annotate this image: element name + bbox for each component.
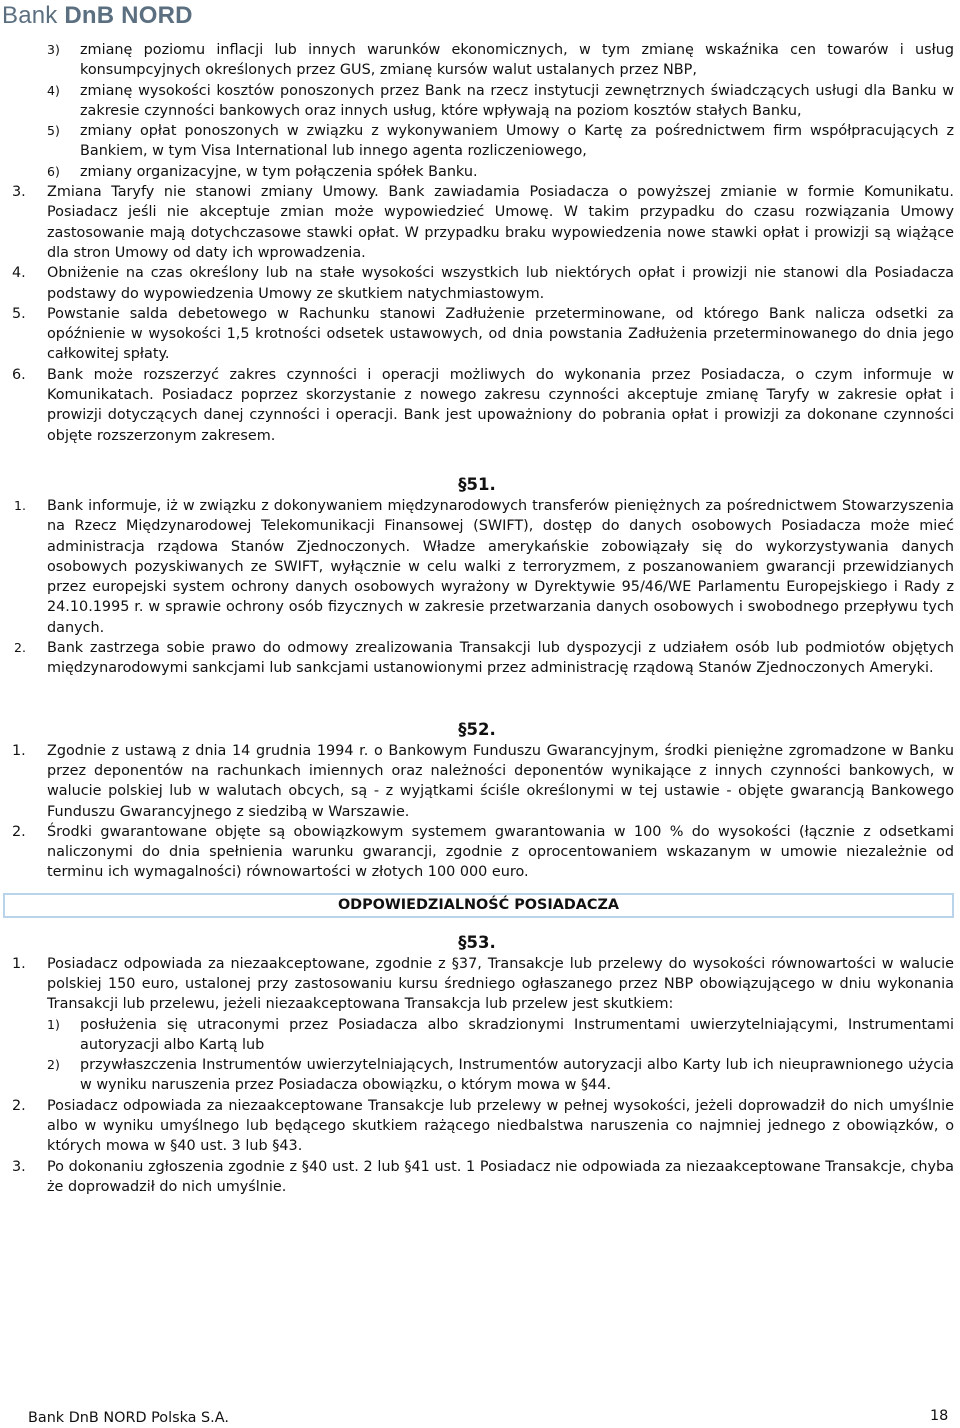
list-item (0, 1055, 954, 1096)
paragraph-heading-52: §52. (458, 719, 496, 739)
item-text: Bank informuje, iż w związku z dokonywaniem międzynarodowych transferów pieniężnych za pośrednictwem Stowarzyszenia na Rzecz Międzynarodowej Telekomunikacji Finansowej (SWIFT), dostęp do danych osobowych Posiadacza może mieć administracja rządowa Stanów Zjednoczonych. Władze amerykańskie zobowiązały się do wykorzystywania danych osobowych pozyskiwanych ze SWIFT, wyłącznie w celu walki z terroryzmem, z poszanowaniem gwarancji przewidzianych przez europejski system ochrony danych osobowych wyrażony w Dyrektywie 95/46/WE Parlamentu Europejskiego i Rady z 24.10.1995 r. w sprawie ochrony osób fizycznych w zakresie przetwarzania danych osobowych i swobodnego przepływu tych danych. (47, 497, 954, 636)
item-number: 2) (47, 1057, 60, 1073)
item-text: Posiadacz odpowiada za niezaakceptowane Transakcje lub przelewy w pełnej wysokości, jeżeli doprowadził do nich umyślnie albo w wyniku umyślnego lub będącego skutkiem rażącego niedbalstwa naruszenia co najmniej jednego z obowiązków, o których mowa w §40 ust. 3 lub §43. (47, 1097, 954, 1155)
item-number: 1. (12, 742, 26, 759)
list-item (0, 81, 954, 122)
item-number: 1) (47, 1016, 60, 1032)
item-text: Obniżenie na czas określony lub na stałe wysokości wszystkich lub niektórych opłat i prowizji nie stanowi dla Posiadacza podstawy do wypowiedzenia Umowy ze skutkiem natychmiastowym. (47, 265, 954, 302)
item-text: Po dokonaniu zgłoszenia zgodnie z §40 ust. 2 lub §41 ust. 1 Posiadacz nie odpowiada za niezaakceptowane Transakcje, chyba że doprowadził do nich umyślnie. (47, 1158, 954, 1195)
paragraph-heading-53: §53. (458, 932, 496, 952)
item-text: Bank może rozszerzyć zakres czynności i operacji możliwych do wykonania przez Posiadacza, o czym informuje w Komunikatach. Posiadacz poprzez skorzystanie z nowego zakresu czynności akceptuje zmianę Taryfy w zakresie opłat i prowizji dotyczących danej czynności i operacji. Bank jest upoważniony do pobrania opłat i prowizji za dokonane czynności objęte rozszerzonym zakresem. (47, 366, 954, 444)
item-number: 6. (12, 366, 26, 383)
list-item (0, 822, 954, 883)
item-text: zmiany organizacyjne, w tym połączenia spółek Banku. (80, 163, 478, 180)
item-number: 1. (12, 955, 26, 972)
item-text: zmiany opłat ponoszonych w związku z wykonywaniem Umowy o Kartę za pośrednictwem firm współpracujących z Bankiem, w tym Visa International lub innego agenta rozliczeniowego, (80, 123, 954, 160)
item-number: 5. (12, 305, 26, 322)
list-item (0, 121, 954, 162)
item-text: zmianę wysokości kosztów ponoszonych przez Bank na rzecz instytucji zewnętrznych świadczących usługi dla Banku w zakresie czynności bankowych oraz innych usług, które wpływają na poziom kosztów stałych Banku, (80, 82, 954, 119)
item-number: 5) (47, 123, 60, 139)
list-item (0, 1096, 954, 1157)
item-number: 3. (12, 184, 26, 201)
list-item (0, 263, 954, 304)
item-text: zmianę poziomu inflacji lub innych warunków ekonomicznych, w tym zmianę wskaźnika cen towarów i usług konsumpcyjnych określonych przez GUS, zmianę kursów walut ustalanych przez NBP, (80, 42, 954, 79)
list-item (0, 365, 954, 446)
item-text: przywłaszczenia Instrumentów uwierzytelniających, Instrumentów autoryzacji albo Karty lub ich nieuprawnionego użycia w wyniku naruszenia przez Posiadacza obowiązku, o którym mowa w §44. (80, 1057, 954, 1094)
logo-brand: DnB NORD (64, 2, 193, 29)
list-item (0, 954, 954, 1015)
section-title: ODPOWIEDZIALNOŚĆ POSIADACZA (3, 893, 954, 918)
list-item (0, 1015, 954, 1056)
item-number: 4. (12, 265, 26, 282)
bank-logo (2, 2, 193, 30)
list-item (0, 40, 954, 81)
item-number: 2. (12, 1097, 26, 1114)
item-number: 4) (47, 82, 60, 98)
list-item (0, 741, 954, 822)
item-number: 2. (12, 823, 26, 840)
item-number: 6) (47, 163, 60, 179)
list-item (0, 182, 954, 263)
paragraph-heading-51: §51. (458, 474, 496, 494)
item-number: 3. (12, 1158, 26, 1175)
item-text: posłużenia się utraconymi przez Posiadacza albo skradzionymi Instrumentami uwierzytelniającymi, Instrumentami autoryzacji albo Kartą lub (80, 1016, 954, 1053)
list-item (0, 638, 954, 679)
document-body (0, 40, 954, 1197)
item-text: Zgodnie z ustawą z dnia 14 grudnia 1994 r. o Bankowym Funduszu Gwarancyjnym, środki pieniężne zgromadzone w Banku przez deponentów na rachunkach imiennych oraz należności deponentów wynikające z innych czynności bankowych, w walucie polskiej lub w walutach obcych, są - z wyjątkami ściśle określonymi w tej ustawie - objęte gwarancją Bankowego Funduszu Gwarancyjnego z siedzibą w Warszawie. (47, 742, 954, 820)
list-item (0, 162, 954, 182)
item-text: Powstanie salda debetowego w Rachunku stanowi Zadłużenie przeterminowane, od którego Bank nalicza odsetki za opóźnienie w wysokości 1,5 krotności odsetek ustawowych, od dnia powstania Zadłużenia przeterminowanego do dnia jego całkowitej spłaty. (47, 305, 954, 363)
list-item (0, 1157, 954, 1198)
item-text: Środki gwarantowane objęte są obowiązkowym systemem gwarantowania w 100 % do wysokości (łącznie z odsetkami naliczonymi do dnia spełnienia warunku gwarancji, zgodnie z oprocentowaniem wskazanym w umowie niezależnie od terminu ich wymagalności) równowartości w złotych 100 000 euro. (47, 823, 954, 881)
list-item (0, 304, 954, 365)
list-item (0, 496, 954, 638)
item-number: 2. (14, 640, 26, 656)
item-text: Bank zastrzega sobie prawo do odmowy zrealizowania Transakcji lub dyspozycji z udziałem osób lub podmiotów objętych międzynarodowymi sankcjami lub sankcjami ustanowionymi przez administrację rządową Stanów Zjednoczonych Ameryki. (47, 640, 954, 677)
page-number: 18 (930, 1408, 949, 1424)
item-number: 3) (47, 42, 60, 57)
item-text: Zmiana Taryfy nie stanowi zmiany Umowy. Bank zawiadamia Posiadacza o powyższej zmianie w formie Komunikatu. Posiadacz jeśli nie akceptuje zmian może wypowiedzieć Umowę. W takim przypadku do czasu rozwiązania Umowy zastosowanie mają dotychczasowe stawki opłat. W przypadku braku wypowiedzenia nowe stawki opłat i prowizji są wiążące dla stron Umowy od daty ich wprowadzenia. (47, 184, 954, 261)
item-number: 1. (14, 497, 26, 513)
logo-bank: Bank (2, 2, 58, 29)
footer-company: Bank DnB NORD Polska S.A. (28, 1410, 229, 1426)
item-text: Posiadacz odpowiada za niezaakceptowane, zgodnie z §37, Transakcje lub przelewy do wysokości równowartości w walucie polskiej 150 euro, ustalonej przy zastosowaniu kursu średniego ogłaszanego przez NBP obowiązującego w dniu wykonania Transakcji lub przelewu, jeżeli niezaakceptowana Transakcja lub przelew jest skutkiem: (47, 955, 954, 1013)
